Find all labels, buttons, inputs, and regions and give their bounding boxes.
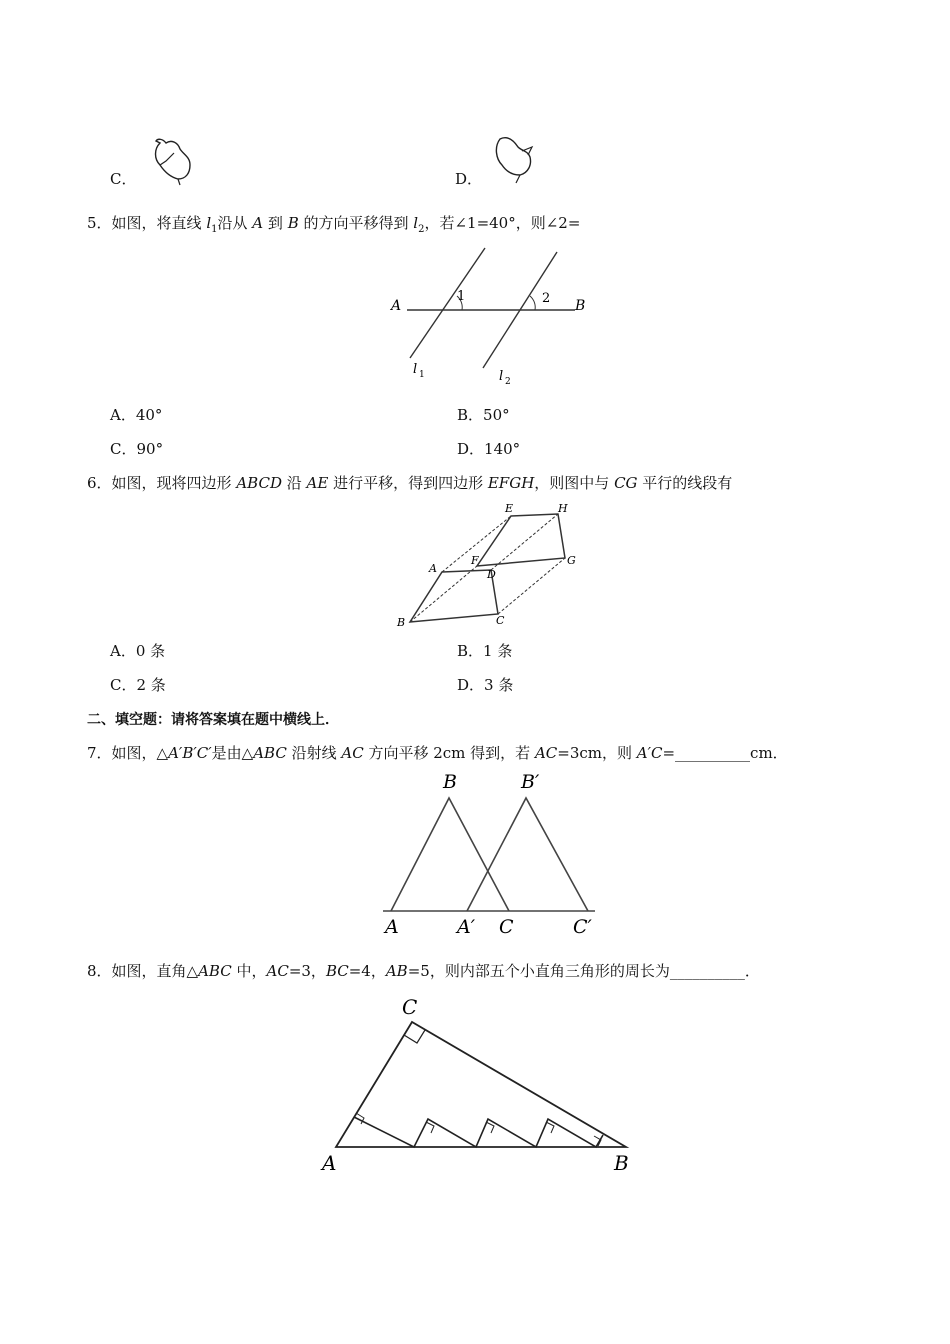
q6-label-H: H: [558, 502, 568, 515]
q5-option-a[interactable]: A．40°: [110, 406, 163, 424]
q8-figure: [318, 992, 638, 1177]
q6-label-A: A: [429, 562, 437, 575]
q5-figure: [385, 240, 595, 390]
q7-label-Bprime: B′: [521, 771, 540, 793]
q5-label-B: B: [575, 298, 586, 314]
q5-option-c[interactable]: C．90°: [110, 440, 164, 458]
section2-title: 二、填空题：请将答案填在题中横线上．: [87, 712, 339, 728]
q7-label-Aprime: A′: [457, 916, 476, 938]
q6-option-c[interactable]: C．2 条: [110, 676, 166, 694]
q7-figure: [383, 768, 595, 938]
q4-option-c-label[interactable]: C．: [110, 170, 137, 188]
q6-label-E: E: [505, 502, 514, 515]
q6-option-d[interactable]: D．3 条: [457, 676, 514, 694]
q7-label-Cprime: C′: [573, 916, 592, 938]
q5-option-d[interactable]: D．140°: [457, 440, 521, 458]
q5-label-angle1: 1: [457, 289, 466, 304]
q6-stem: 6．如图，现将四边形 ABCD 沿 AE 进行平移，得到四边形 EFGH，则图中与 CG 平行的线段有: [87, 474, 733, 492]
q4-option-d-label[interactable]: D．: [455, 170, 483, 188]
q5-label-l1-sub: 1: [419, 370, 425, 380]
q5-label-l2: l: [499, 369, 504, 384]
q4-option-d-leaf-figure[interactable]: [492, 133, 537, 185]
q8-stem: 8．如图，直角△ABC 中，AC=3，BC=4，AB=5，则内部五个小直角三角形的周长为__________．: [87, 962, 760, 980]
q8-label-A: A: [322, 1151, 337, 1175]
q8-label-C: C: [402, 995, 418, 1019]
q4-option-c-leaf-figure[interactable]: [150, 135, 195, 185]
q6-label-B: B: [397, 616, 406, 629]
q6-option-a[interactable]: A．0 条: [110, 642, 166, 660]
q5-label-l2-sub: 2: [505, 377, 511, 387]
q6-figure: [395, 500, 585, 635]
q6-label-C: C: [496, 614, 505, 627]
q7-label-C: C: [499, 916, 514, 938]
q5-option-b[interactable]: B．50°: [457, 406, 510, 424]
q6-option-b[interactable]: B．1 条: [457, 642, 513, 660]
q6-label-F: F: [471, 554, 479, 567]
q6-label-D: D: [487, 568, 496, 581]
q5-label-angle2: 2: [542, 291, 551, 306]
q6-label-G: G: [567, 554, 576, 567]
q8-label-B: B: [614, 1151, 629, 1175]
q7-stem: 7．如图，△A′B′C′是由△ABC 沿射线 AC 方向平移 2cm 得到，若 AC=3cm，则 A′C=__________cm．: [87, 744, 788, 762]
q7-label-A: A: [385, 916, 399, 938]
q5-label-l1: l: [413, 362, 418, 377]
q5-label-A: A: [391, 298, 402, 314]
q5-stem: 5．如图，将直线 $l_1$沿从 A 到 B 的方向平移得到 $l_2$，若∠1=40°，则∠2=: [87, 214, 581, 235]
q7-label-B: B: [443, 771, 457, 793]
